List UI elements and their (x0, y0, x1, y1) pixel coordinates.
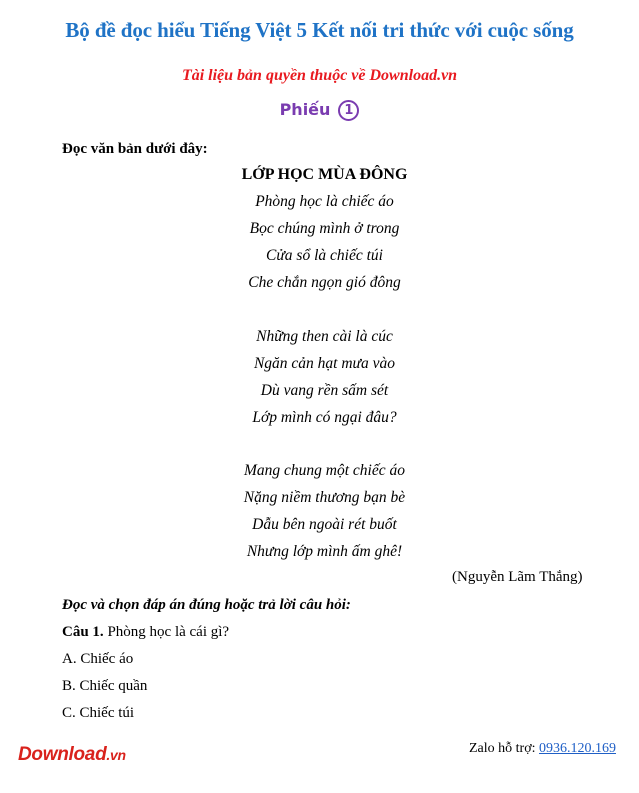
answer-option-c: C. Chiếc túi (62, 705, 135, 721)
sheet-label: Phiếu (279, 100, 331, 119)
logo-tld-text: .vn (106, 747, 126, 763)
poem-line: Dẫu bên ngoài rét buốt (252, 516, 397, 533)
poem-author: (Nguyễn Lãm Thắng) (452, 569, 583, 585)
support-phone-link[interactable]: 0936.120.169 (539, 741, 616, 756)
question-1 (62, 624, 229, 641)
question-number: Câu 1. (62, 624, 104, 640)
poem-line: Nặng niềm thương bạn bè (243, 489, 406, 506)
sheet-number-badge: 1 (338, 100, 359, 121)
poem-line: Ngăn cản hạt mưa vào (253, 355, 396, 372)
poem-line: Phòng học là chiếc áo (255, 193, 394, 210)
download-vn-logo (18, 744, 126, 766)
poem-line: Cửa sổ là chiếc túi (266, 247, 383, 264)
zalo-support (469, 741, 616, 757)
answer-option-a: A. Chiếc áo (62, 651, 134, 667)
poem-line: Che chắn ngọn gió đông (248, 274, 401, 291)
question-text: Phòng học là cái gì? (107, 624, 230, 640)
copyright-notice: Tài liệu bản quyền thuộc về Download.vn (181, 67, 458, 84)
answer-option-b: B. Chiếc quần (62, 678, 148, 694)
poem-line: Lớp mình có ngại đâu? (252, 409, 397, 426)
support-label: Zalo hỗ trợ: (469, 741, 536, 756)
sheet-heading (0, 100, 639, 121)
question-instruction: Đọc và chọn đáp án đúng hoặc trả lời câu hỏi: (62, 597, 351, 613)
poem-line: Nhưng lớp mình ấm ghê! (246, 543, 403, 560)
logo-main-text: Download (18, 744, 107, 765)
poem-line: Bọc chúng mình ở trong (249, 220, 400, 237)
poem-line: Mang chung một chiếc áo (244, 462, 405, 479)
poem-title: LỚP HỌC MÙA ĐÔNG (241, 166, 408, 183)
poem-line: Những then cài là cúc (256, 328, 393, 345)
poem-line: Dù vang rền sấm sét (260, 382, 389, 399)
reading-intro: Đọc văn bản dưới đây: (62, 141, 208, 157)
document-title: Bộ đề đọc hiểu Tiếng Việt 5 Kết nối tri thức với cuộc sống (65, 18, 574, 42)
